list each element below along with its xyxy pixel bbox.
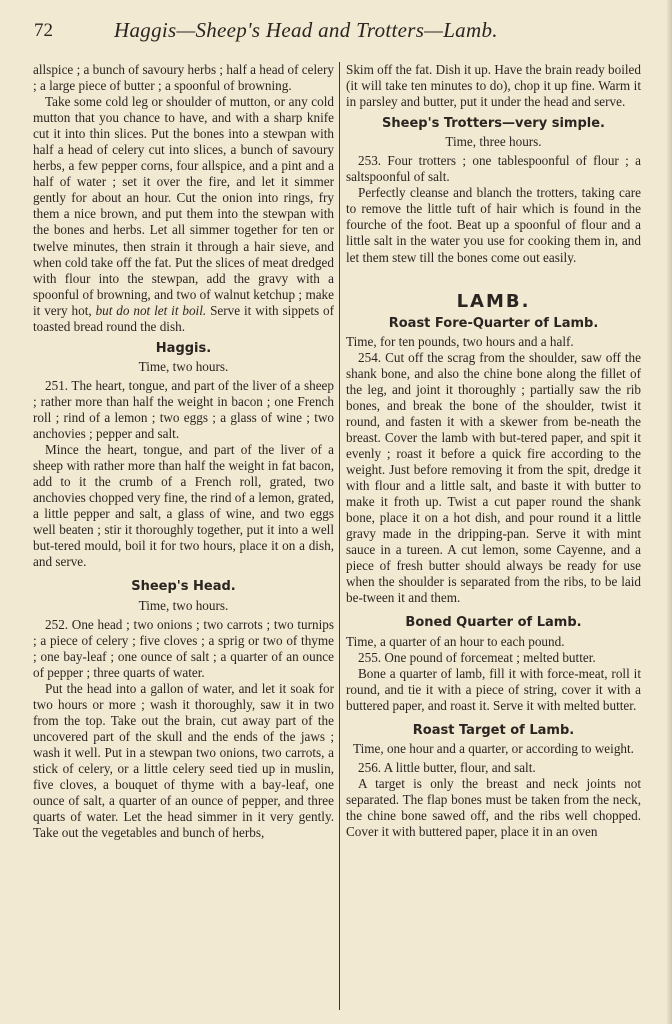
- running-head: [34, 18, 652, 44]
- paragraph-text: Serve it with sippets of toasted bread round the dish.: [33, 302, 335, 334]
- page-edge-shadow: [666, 0, 672, 1024]
- method: Put the head into a gallon of water, and let it soak for two hours or more ; wash it thoroughly, saw it in two from the top. Take out the brain, cut away part of the uncovered part of the skull and the ends of the jaws ; wash it well. Put in a stewpan two onions, two carrots, a stick of celery, or a little celery seed tied up in muslin, five cloves, a bouquet of thyme with a bay-leaf, one ounce of salt, a quarter of an ounce of pepper, and three quarts of water. Let the head simmer in it very gently. Take out the vegetables and bunch of herbs,: [33, 680, 334, 841]
- paragraph: Skim off the fat. Dish it up. Have the brain ready boiled (it will take ten minutes to do), chop it up fine. Warm it in parsley and butter, put it under the head and serve.: [346, 62, 641, 110]
- section-heading-haggis: Haggis.: [155, 340, 212, 356]
- cooking-time: Time, two hours.: [138, 358, 229, 374]
- ingredients: 255. One pound of forcemeat ; melted butter.: [358, 649, 596, 665]
- method: Mince the heart, tongue, and part of the liver of a sheep with rather more than half the weight in fat bacon, add to it the crumb of a French roll, grated, two anchovies chopped very fine, the rind of a lemon, grated, a little pepper and salt, a glass of wine, and two eggs well beaten ; stir it thoroughly together, put it into a well but-tered mould, boil it for two hours, place it on a dish, and serve.: [33, 442, 335, 570]
- method: Perfectly cleanse and blanch the trotters, taking care to remove the little tuft of hair which is found in the fourche of the foot. Beat up a spoonful of flour and a little salt in the water you use for cooking them in, and let them stew till the bones come out easily.: [346, 185, 641, 265]
- ingredients: 252. One head ; two onions ; two carrots ; two turnips ; a piece of celery ; five cloves ; a sprig or two of thyme ; one bay-leaf ; one ounce of salt ; a quarter of an ounce of pepper ; three quarts of water.: [33, 616, 334, 680]
- paragraph: allspice ; a bunch of savoury herbs ; half a head of celery ; a large piece of butter ; a spoonful of browning.: [33, 62, 334, 94]
- section-heading-trotters: Sheep's Trotters—very simple.: [382, 116, 605, 132]
- ingredients: 253. Four trotters ; one tablespoonful of flour ; a saltspoonful of salt.: [346, 153, 641, 185]
- method: Bone a quarter of lamb, fill it with force-meat, roll it round, and tie it with a piece of string, cover it with a buttered paper, and roast it. Serve it with melted butter.: [346, 665, 641, 713]
- cooking-time: Time, for ten pounds, two hours and a half.: [346, 333, 574, 349]
- column-rule: [339, 62, 340, 1010]
- paragraph-text: Take some cold leg or shoulder of mutton, or any cold mutton that you chance to have, and with a sharp knife cut it into thin slices. Put the bones into a stewpan with half a head of celery cut into slices, a bunch of savoury herbs, a few pepper corns, four allspice, and a pint and a half of water ; set it over the fire, and let it simmer gently for about an hour. Cut the onion into rings, fry them a nice brown, and put them into the stewpan with the bones and herbs. Let all simmer together for ten or twelve minutes, then strain it through a hair sieve, and when cold take off the fat. Put the slices of meat dredged with flour into the stewpan, add the gravy with a spoonful of browning, and two of walnut ketchup ; make it very hot,: [33, 94, 334, 318]
- right-column: [346, 62, 641, 840]
- page-title: Haggis—Sheep's Head and Trotters—Lamb.: [114, 18, 498, 42]
- section-heading-boned-quarter: Boned Quarter of Lamb.: [405, 615, 582, 631]
- cooking-time: Time, a quarter of an hour to each pound.: [346, 633, 565, 649]
- page-number: 72: [34, 20, 53, 41]
- section-heading-sheeps-head: Sheep's Head.: [131, 579, 236, 595]
- ingredients: 251. The heart, tongue, and part of the liver of a sheep ; rather more than half the weight in bacon ; one French roll ; rind of a lemon ; two eggs ; a glass of wine ; two anchovies ; pepper and salt.: [33, 377, 334, 442]
- cooking-time: Time, one hour and a quarter, or according to weight.: [353, 740, 634, 756]
- method: 254. Cut off the scrag from the shoulder, saw off the shank bone, and also the chine bone along the fillet of the leg, and joint it thoroughly ; partially saw the rib bones, and break the bone of the shoulder, twist it round, and fasten it with a skewer from be-neath the breast. Cover the lamb with but-tered paper, and spit it evenly ; roast it before a quick fire according to the weight. Just before removing it from the spit, dredge it with flour and a little salt, and baste it with butter to make it froth up. Twist a cut paper round the shank bone, place it on a hot dish, and pour round it a little gravy made in the dripping-pan. Serve it with mint sauce in a tureen. A cut lemon, some Cayenne, and a piece of fresh butter should always be ready for use when the shoulder is separated from the ribs, to be laid be-tween it and them.: [346, 349, 641, 606]
- method: A target is only the breast and neck joints not separated. The flap bones must be taken from the neck, the chine bone sawed off, and the ribs well chopped. Cover it with buttered paper, place it in an oven: [346, 775, 641, 840]
- cooking-time: Time, two hours.: [138, 597, 229, 613]
- chapter-heading-lamb: LAMB.: [456, 290, 531, 312]
- italic-note: but do not let it boil.: [95, 302, 207, 318]
- section-heading-fore-quarter: Roast Fore-Quarter of Lamb.: [388, 315, 599, 331]
- section-heading-target: Roast Target of Lamb.: [412, 722, 575, 738]
- paragraph: [33, 94, 334, 335]
- left-column: [33, 62, 334, 841]
- ingredients: 256. A little butter, flour, and salt.: [358, 759, 536, 775]
- cooking-time: Time, three hours.: [445, 134, 542, 150]
